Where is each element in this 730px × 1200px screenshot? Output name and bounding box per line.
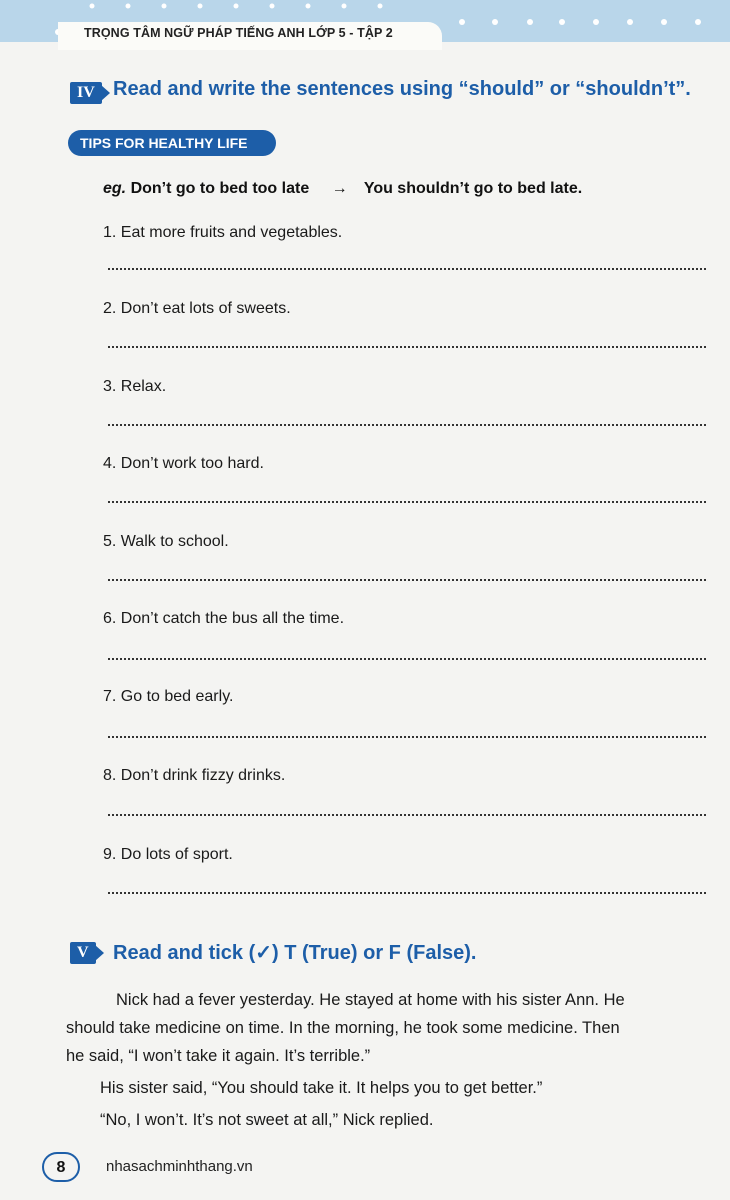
section-iv-title: Read and write the sentences using “should” or “shouldn’t”. [113,78,691,100]
example-label: eg. [103,180,127,197]
example-prompt: Don’t go to bed too late [130,180,310,197]
section-v-badge: V [70,942,96,964]
passage-line: he said, “I won’t take it again. It’s terrible.” [66,1047,371,1065]
passage-line: Nick had a fever yesterday. He stayed at home with his sister Ann. He [116,991,625,1009]
example-sentence [103,180,582,198]
answer-line[interactable] [108,814,706,816]
exercise-item: 3. Relax. [103,378,167,395]
answer-line[interactable] [108,268,706,270]
section-v-title: Read and tick (✓) T (True) or F (False). [113,942,477,964]
exercise-item: 5. Walk to school. [103,533,229,550]
publisher-website: nhasachminhthang.vn [106,1158,253,1175]
answer-line[interactable] [108,346,706,348]
tips-badge: TIPS FOR HEALTHY LIFE [68,130,276,156]
answer-line[interactable] [108,579,706,581]
book-title: TRỌNG TÂM NGỮ PHÁP TIẾNG ANH LỚP 5 - TẬP 2 [84,26,393,40]
exercise-item: 2. Don’t eat lots of sweets. [103,300,291,317]
exercise-item: 4. Don’t work too hard. [103,455,264,472]
answer-line[interactable] [108,736,706,738]
exercise-item: 6. Don’t catch the bus all the time. [103,610,345,627]
example-answer: You shouldn’t go to bed late. [363,180,583,197]
answer-line[interactable] [108,424,706,426]
exercise-item: 8. Don’t drink fizzy drinks. [103,767,286,784]
exercise-item: 7. Go to bed early. [103,688,234,705]
answer-line[interactable] [108,658,706,660]
answer-line[interactable] [108,892,706,894]
arrow-icon: → [331,180,348,197]
section-iv-badge: IV [70,82,102,104]
reading-passage [66,986,708,1134]
answer-line[interactable] [108,501,706,503]
passage-line: “No, I won’t. It’s not sweet at all,” Nick replied. [100,1111,434,1129]
passage-line: His sister said, “You should take it. It helps you to get better.” [100,1079,543,1097]
page-number: 8 [42,1152,80,1182]
exercise-item: 1. Eat more fruits and vegetables. [103,224,343,241]
passage-line: should take medicine on time. In the morning, he took some medicine. Then [66,1019,620,1037]
exercise-item: 9. Do lots of sport. [103,846,233,863]
